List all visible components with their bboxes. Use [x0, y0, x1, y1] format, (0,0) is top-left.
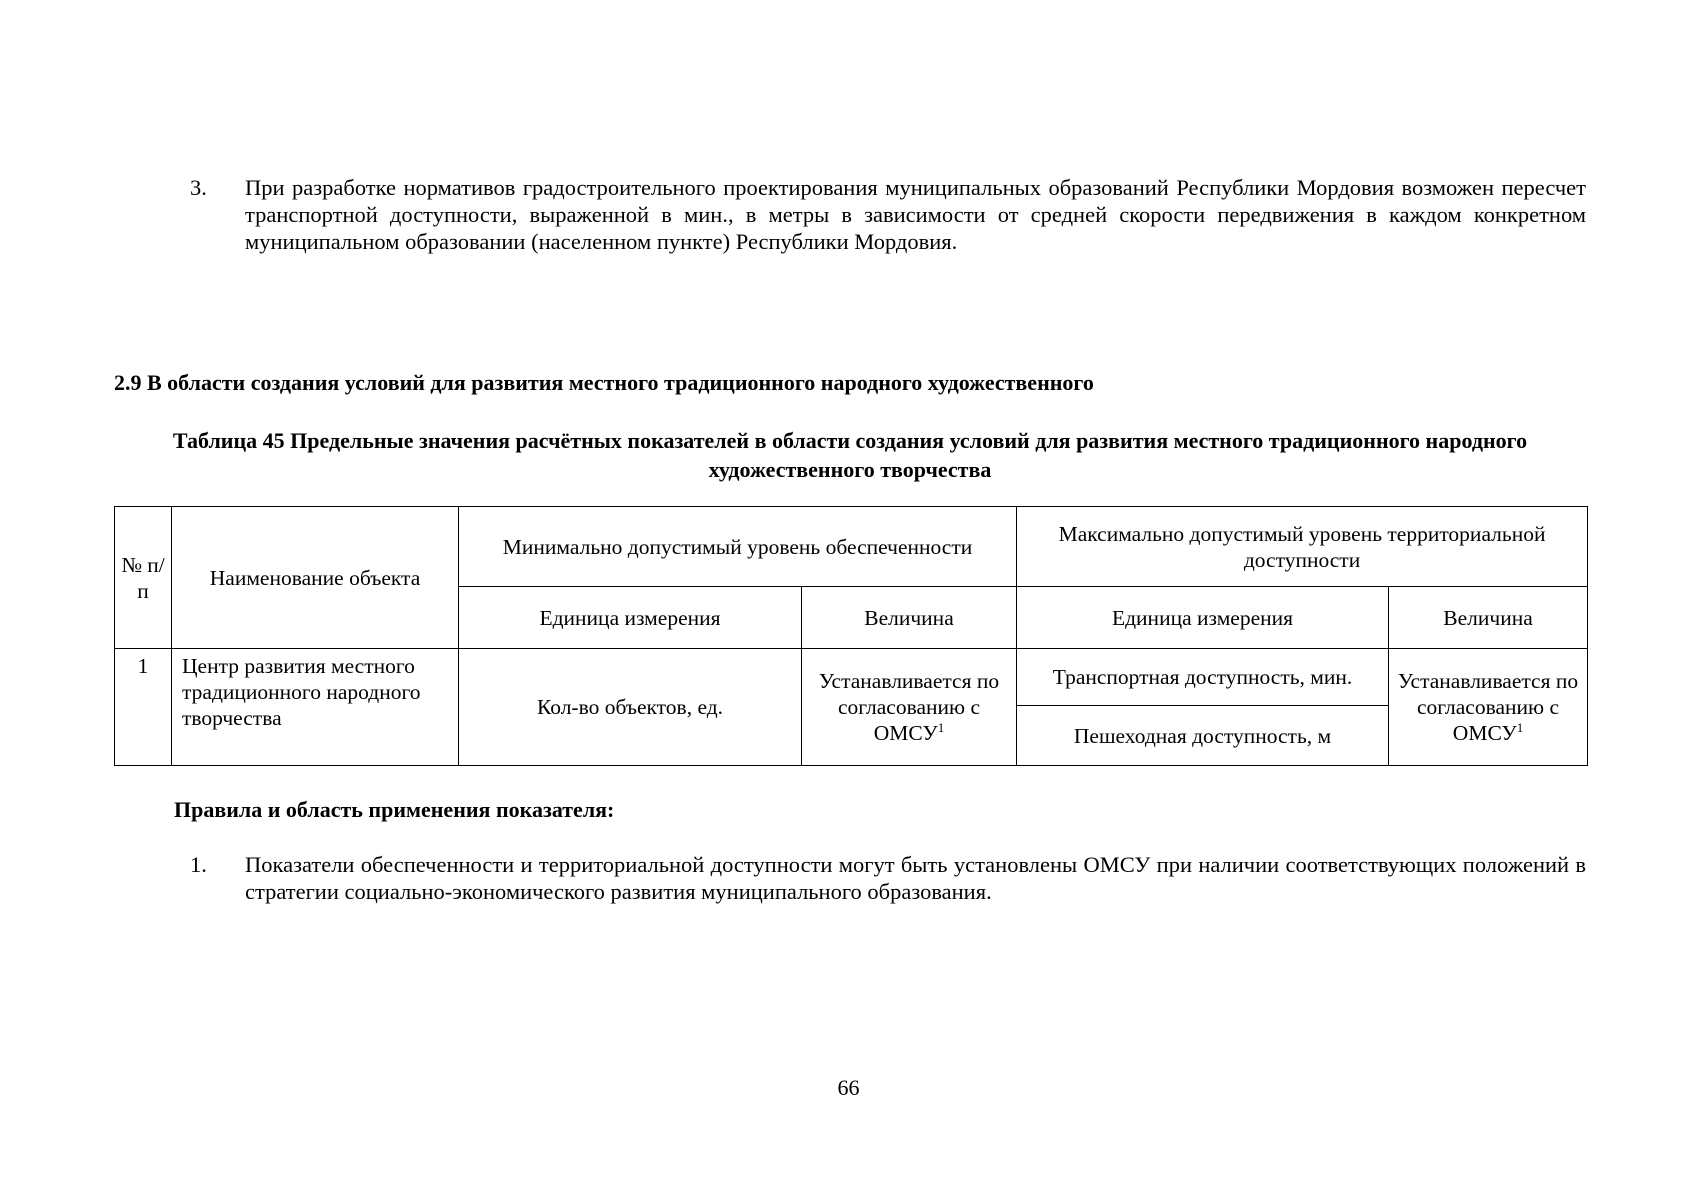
row-num: 1: [115, 649, 172, 766]
list-text: При разработке нормативов градостроительного проектирования муниципальных образований Республики Мордовия возможен пересчет транспортной доступности, выраженной в мин., в метры в зависимости от средней скорости передвижения в каждом конкретном муниципальном образовании (населенном пункте) Республики Мордовия.: [245, 175, 1586, 254]
header-value-max: Величина: [1389, 587, 1588, 649]
row-object-name: Центр развития местного традиционного народного творчества: [172, 649, 459, 766]
list-item-1: [190, 851, 1586, 905]
header-unit-max: Единица измерения: [1017, 587, 1389, 649]
header-name: Наименование объекта: [172, 507, 459, 649]
page-number: 66: [837, 1075, 860, 1100]
header-num: № п/п: [115, 507, 172, 649]
row-max-value: [1389, 649, 1588, 766]
row-max-unit-transport: Транспортная доступность, мин.: [1017, 649, 1389, 706]
header-value-min: Величина: [802, 587, 1017, 649]
row-max-unit-pedestrian: Пешеходная доступность, м: [1017, 706, 1389, 766]
header-unit-min: Единица измерения: [459, 587, 802, 649]
header-min-group: Минимально допустимый уровень обеспеченности: [459, 507, 1017, 587]
list-text: Показатели обеспеченности и территориальной доступности могут быть установлены ОМСУ при наличии соответствующих положений в стратегии социально-экономического развития муниципального образования.: [245, 852, 1586, 904]
header-max-group: Максимально допустимый уровень территориальной доступности: [1017, 507, 1588, 587]
table-caption: Таблица 45 Предельные значения расчётных показателей в области создания условий для развития местного традиционного народного художественного творчества: [172, 428, 1528, 482]
norms-table: [114, 506, 1588, 766]
footnote-mark: 1: [937, 719, 945, 735]
row-min-unit: Кол-во объектов, ед.: [459, 649, 802, 766]
row-min-value-text: Устанавливается по согласованию с ОМСУ: [818, 669, 1000, 745]
list-number: 1.: [190, 852, 207, 877]
section-heading: 2.9 В области создания условий для развития местного традиционного народного художественного: [114, 370, 1094, 395]
rules-heading: Правила и область применения показателя:: [174, 797, 615, 822]
list-number: 3.: [190, 175, 207, 200]
row-min-value: [802, 649, 1017, 766]
footnote-mark: 1: [1516, 719, 1524, 735]
row-max-value-text: Устанавливается по согласованию с ОМСУ: [1397, 669, 1579, 745]
list-item-3: [190, 174, 1586, 255]
